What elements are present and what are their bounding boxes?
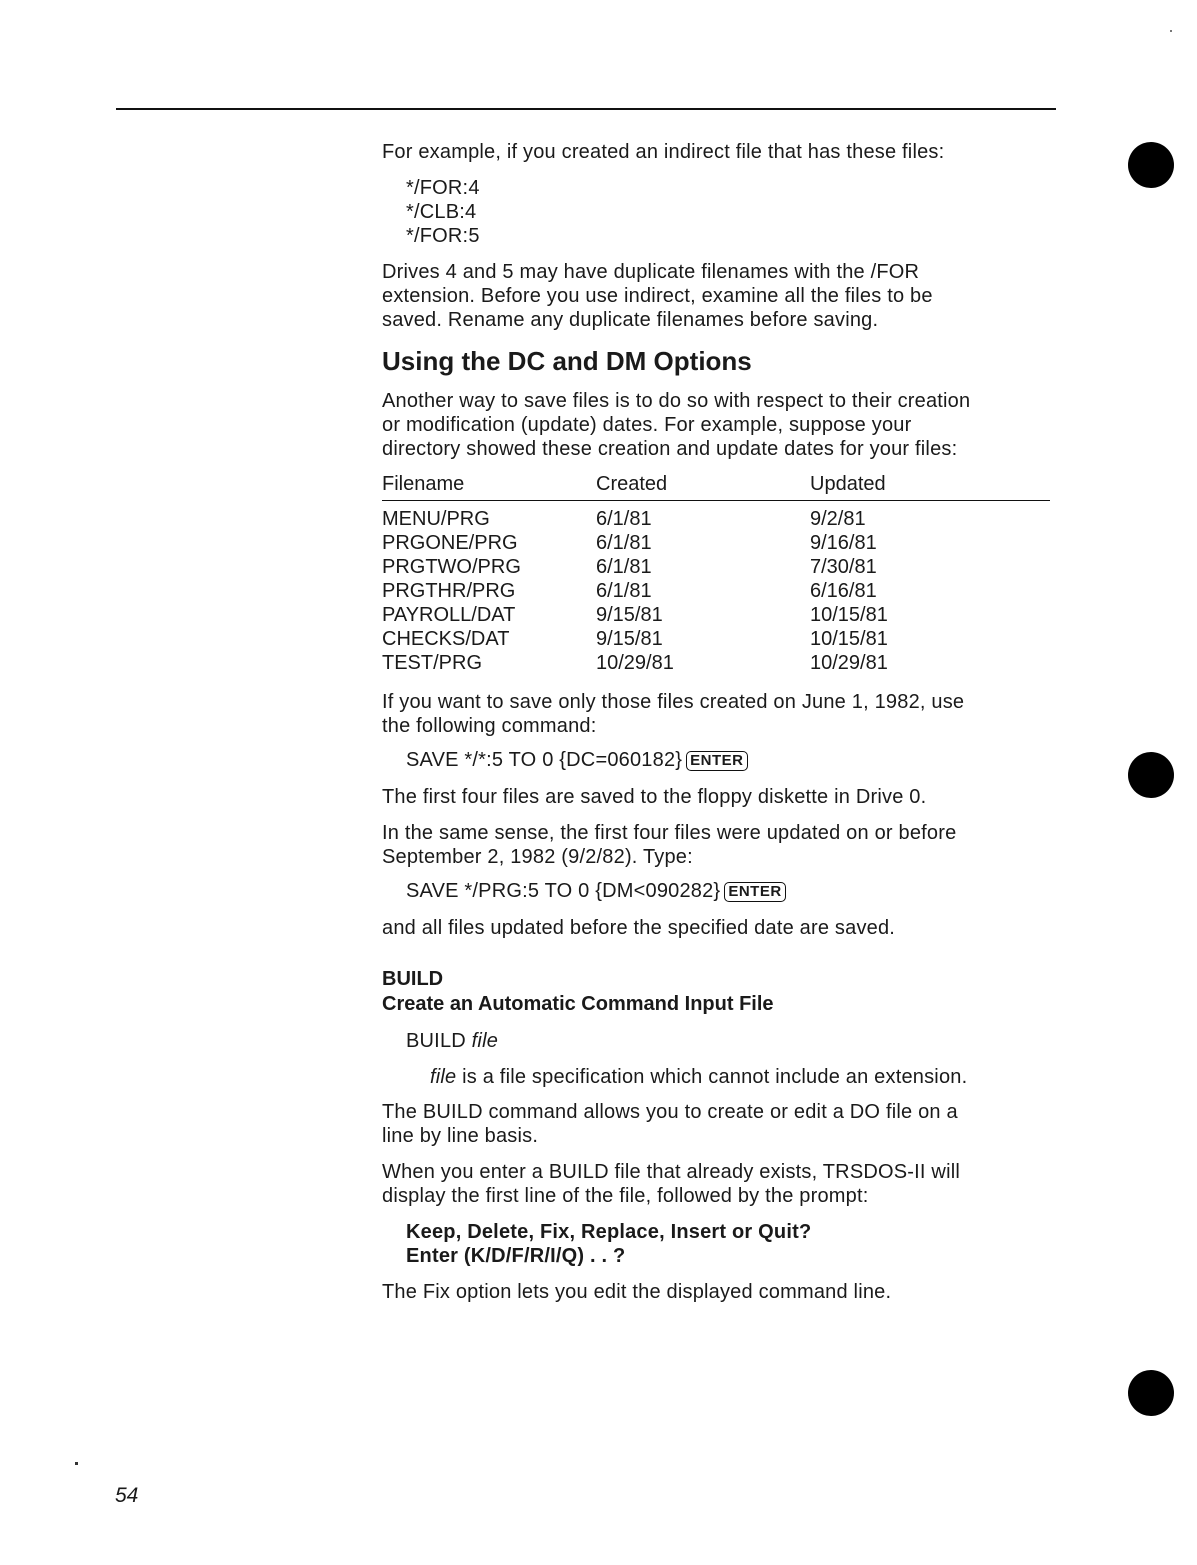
cell-created: 6/1/81	[596, 556, 652, 578]
intro-text: For example, if you created an indirect file that has these files:	[382, 141, 945, 163]
cell-created: 6/1/81	[596, 532, 652, 554]
cell-filename: PRGTHR/PRG	[382, 580, 516, 602]
build-exists-line: display the first line of the file, followed by the prompt:	[382, 1185, 869, 1207]
build-paragraph-line: line by line basis.	[382, 1125, 539, 1147]
binder-hole-top	[1128, 142, 1174, 188]
cell-filename: PRGTWO/PRG	[382, 556, 521, 578]
cell-filename: MENU/PRG	[382, 508, 490, 530]
june-paragraph-line: If you want to save only those files created on June 1, 1982, use	[382, 691, 965, 713]
binder-hole-bottom	[1128, 1370, 1174, 1416]
june-paragraph-line: the following command:	[382, 715, 597, 737]
table-header	[382, 470, 1050, 501]
cell-created: 6/1/81	[596, 508, 652, 530]
file-list-item: */CLB:4	[406, 201, 477, 223]
build-subtitle: Create an Automatic Command Input File	[382, 993, 774, 1015]
dc-dm-paragraph-line: or modification (update) dates. For example, suppose your	[382, 414, 912, 436]
table-row	[382, 579, 1050, 603]
binder-hole-middle	[1128, 752, 1174, 798]
cell-updated: 9/16/81	[810, 532, 877, 554]
build-syntax	[406, 1029, 498, 1053]
enter-key-icon: ENTER	[724, 882, 785, 902]
drives-paragraph-line: Drives 4 and 5 may have duplicate filenames with the /FOR	[382, 261, 920, 283]
drives-paragraph-line: extension. Before you use indirect, examine all the files to be	[382, 285, 933, 307]
cell-filename: PAYROLL/DAT	[382, 604, 516, 626]
cell-created: 9/15/81	[596, 628, 663, 650]
dc-dm-paragraph-line: Another way to save files is to do so with respect to their creation	[382, 390, 971, 412]
build-paragraph-line: The BUILD command allows you to create or edit a DO file on a	[382, 1101, 958, 1123]
cell-filename: CHECKS/DAT	[382, 628, 510, 650]
fix-option-text: The Fix option lets you edit the displayed command line.	[382, 1281, 892, 1303]
command-dm	[406, 879, 786, 903]
file-definition-text: is a file specification which cannot include an extension.	[456, 1066, 968, 1088]
cell-filename: TEST/PRG	[382, 652, 483, 674]
prompt-line: Keep, Delete, Fix, Replace, Insert or Quit?	[406, 1221, 812, 1243]
first-four-text: The first four files are saved to the floppy diskette in Drive 0.	[382, 786, 927, 808]
drives-paragraph-line: saved. Rename any duplicate filenames before saving.	[382, 309, 879, 331]
file-list-item: */FOR:4	[406, 177, 480, 199]
file-dates-table	[382, 470, 1050, 675]
speck	[1170, 30, 1172, 32]
cell-updated: 7/30/81	[810, 556, 877, 578]
table-row	[382, 555, 1050, 579]
table-row	[382, 531, 1050, 555]
cell-updated: 6/16/81	[810, 580, 877, 602]
enter-key-icon: ENTER	[686, 751, 747, 771]
same-sense-line: In the same sense, the first four files were updated on or before	[382, 822, 957, 844]
dc-dm-paragraph-line: directory showed these creation and update dates for your files:	[382, 438, 958, 460]
cell-created: 10/29/81	[596, 652, 674, 674]
build-title: BUILD	[382, 968, 444, 990]
table-row	[382, 603, 1050, 627]
cell-updated: 10/29/81	[810, 652, 888, 674]
table-row	[382, 627, 1050, 651]
cell-created: 6/1/81	[596, 580, 652, 602]
cell-updated: 9/2/81	[810, 508, 866, 530]
command-dm-text: SAVE */PRG:5 TO 0 {DM<090282}	[406, 880, 721, 902]
file-list-item: */FOR:5	[406, 225, 480, 247]
all-files-text: and all files updated before the specified date are saved.	[382, 917, 896, 939]
cell-filename: PRGONE/PRG	[382, 532, 518, 554]
build-syntax-argument: file	[471, 1030, 499, 1052]
table-row	[382, 507, 1050, 531]
file-definition-term: file	[430, 1066, 457, 1088]
build-syntax-command: BUILD	[406, 1030, 466, 1052]
page-number: 54	[115, 1484, 139, 1507]
header-filename: Filename	[382, 473, 465, 495]
header-updated: Updated	[810, 473, 886, 495]
build-exists-line: When you enter a BUILD file that already exists, TRSDOS-II will	[382, 1161, 961, 1183]
cell-updated: 10/15/81	[810, 604, 888, 626]
prompt-line: Enter (K/D/F/R/I/Q) . . ?	[406, 1245, 626, 1267]
top-rule	[116, 108, 1056, 110]
command-dc	[406, 748, 748, 772]
cell-updated: 10/15/81	[810, 628, 888, 650]
cell-created: 9/15/81	[596, 604, 663, 626]
file-definition	[430, 1065, 967, 1089]
table-row	[382, 651, 1050, 675]
command-dc-text: SAVE */*:5 TO 0 {DC=060182}	[406, 749, 683, 771]
speck	[75, 1462, 78, 1465]
header-created: Created	[596, 473, 668, 495]
section-heading-dc-dm: Using the DC and DM Options	[382, 346, 752, 376]
same-sense-line: September 2, 1982 (9/2/82). Type:	[382, 846, 693, 868]
